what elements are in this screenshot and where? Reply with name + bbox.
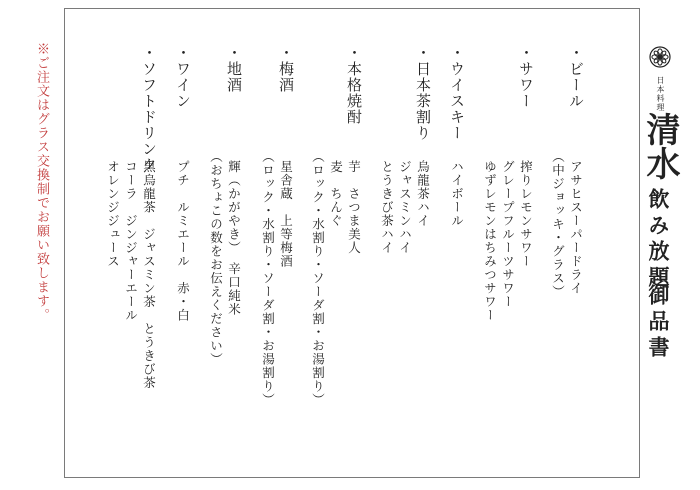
- restaurant-name: 清水: [640, 112, 680, 180]
- item-cola-ginger: コーラ ジンジャーエール: [123, 160, 139, 322]
- item-jasmine-hai: ジャスミンハイ: [397, 160, 413, 255]
- item-umeshu-style-note: （ロック・水割り・ソーダ割・お湯割り）: [260, 150, 276, 407]
- item-jug-glass-note: （中ジョッキ・グラス）: [550, 150, 566, 299]
- category-soft-drink: ・ソフトドリンク: [140, 45, 158, 173]
- item-mugi-chingu: 麦 ちんぐ: [328, 160, 344, 228]
- item-tea-drinks: 黒烏龍茶 ジャスミン茶 とうきび茶: [141, 160, 157, 390]
- category-japanese-tea-wari: ・日本茶割り: [414, 45, 432, 141]
- category-umeshu: ・梅酒: [277, 45, 295, 93]
- menu-title-line2: 御品書: [646, 284, 671, 362]
- glass-exchange-note: ※ご注文はグラス交換制でお願い致します。: [34, 42, 49, 322]
- category-whisky: ・ウイスキー: [448, 45, 466, 141]
- item-orange-juice: オレンジジュース: [105, 160, 121, 268]
- category-shochu: ・本格焼酎: [345, 45, 363, 125]
- category-sake: ・地酒: [225, 45, 243, 93]
- item-highball: ハイボール: [449, 160, 465, 228]
- item-tokibi-hai: とうきび茶ハイ: [379, 160, 395, 255]
- category-wine: ・ワイン: [174, 45, 192, 109]
- item-lemon-sour: 搾りレモンサワー: [518, 160, 534, 268]
- item-hoshisha-umeshu: 星舎蔵 上等梅酒: [278, 160, 294, 268]
- item-grapefruit-sour: グレープフルーツサワー: [500, 160, 516, 309]
- menu-title-line1: 飲み放題: [646, 188, 671, 292]
- category-sour: ・サワー: [517, 45, 535, 109]
- item-petit-lumiere: プチ ルミエール 赤・白: [175, 160, 191, 322]
- item-yuzu-honey-sour: ゆずレモンはちみつサワー: [482, 160, 498, 322]
- category-beer: ・ビール: [567, 45, 585, 109]
- item-imo-satsuma-bijin: 芋 さつま美人: [346, 160, 362, 255]
- item-oolong-hai: 烏龍茶ハイ: [415, 160, 431, 228]
- item-kagayaki-junmai: 輝（かがやき） 辛口純米: [226, 160, 242, 316]
- item-ochoko-note: （おちょこの数をお伝えください）: [208, 150, 224, 366]
- brand-small-text: 日本料理: [656, 76, 665, 112]
- item-asahi-super-dry: アサヒスーパードライ: [568, 160, 584, 295]
- item-shochu-style-note: （ロック・水割り・ソーダ割・お湯割り）: [310, 150, 326, 407]
- flower-crest-icon: [649, 46, 671, 68]
